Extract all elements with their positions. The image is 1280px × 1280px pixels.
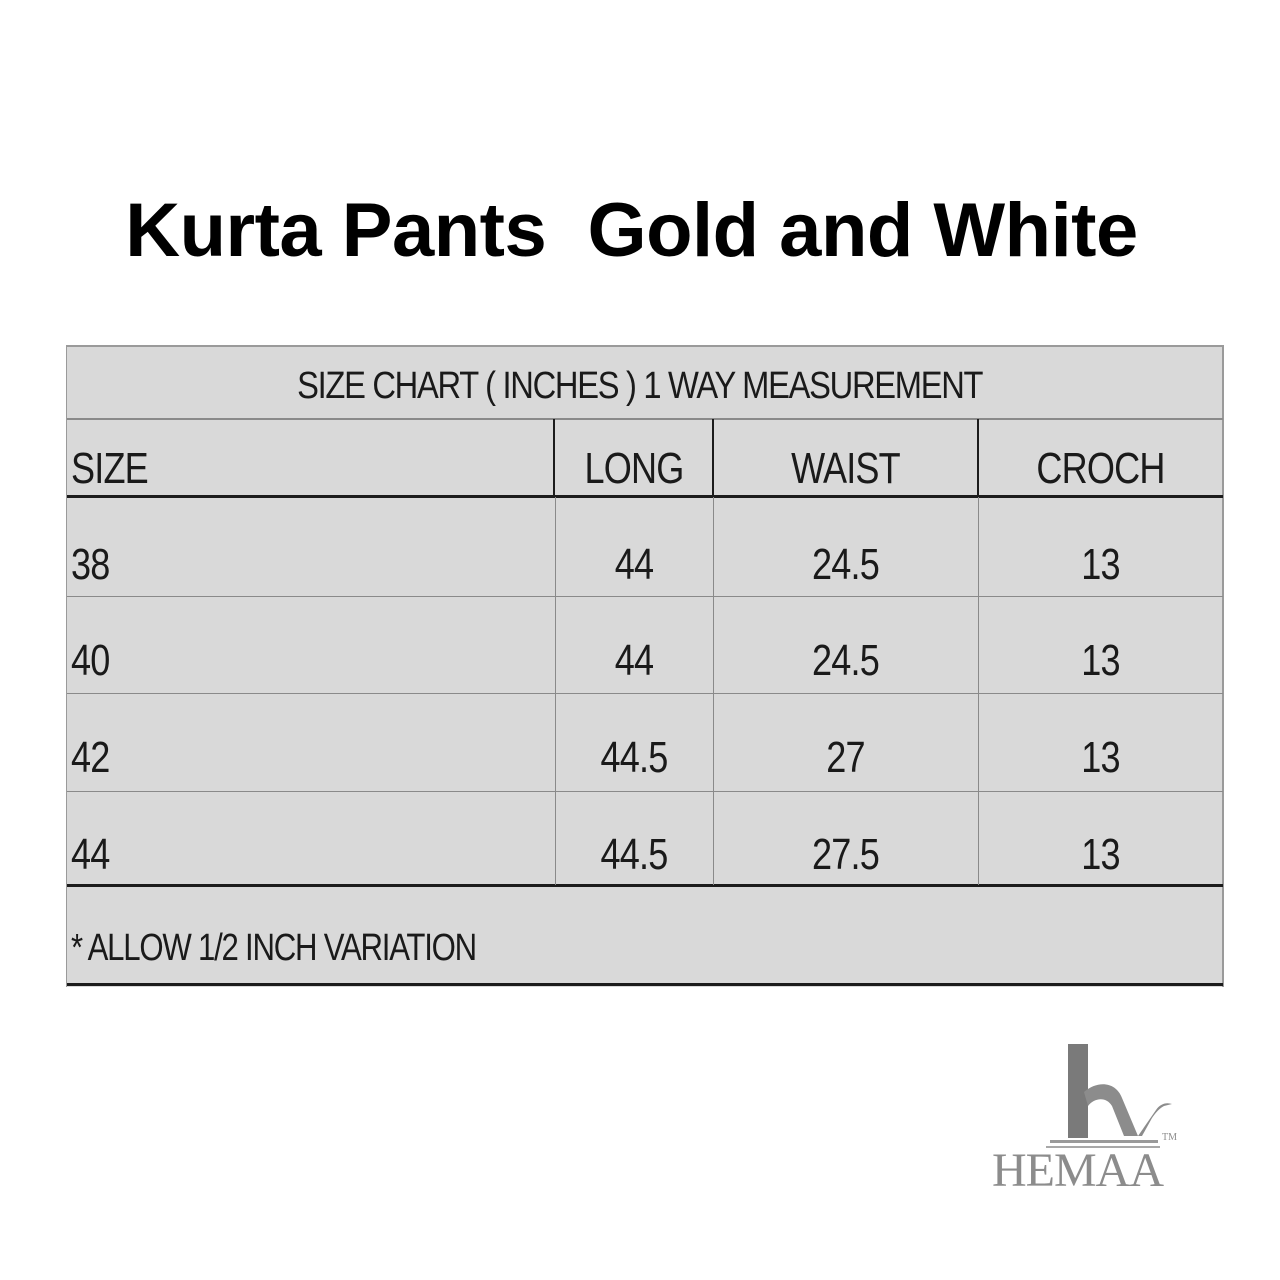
cell-size: 38	[71, 540, 110, 589]
column-divider	[555, 497, 556, 885]
cell-waist: 24.5	[812, 636, 879, 685]
cell-long: 44.5	[600, 733, 668, 782]
column-divider	[712, 419, 714, 497]
column-divider	[978, 497, 979, 885]
trademark-mark: TM	[1162, 1132, 1177, 1143]
size-chart-heading: SIZE CHART ( INCHES ) 1 WAY MEASUREMENT	[297, 365, 983, 407]
cell-size: 40	[71, 636, 110, 685]
variation-note: * ALLOW 1/2 INCH VARIATION	[71, 927, 476, 969]
cell-croch: 13	[1081, 733, 1120, 782]
cell-waist: 27.5	[812, 830, 879, 879]
cell-long: 44	[614, 540, 654, 589]
cell-size: 44	[71, 830, 110, 879]
cell-waist: 27	[826, 733, 865, 782]
hemaa-logo	[988, 1040, 1228, 1220]
cell-long: 44.5	[600, 830, 668, 879]
cell-croch: 13	[1081, 636, 1120, 685]
column-header-size: SIZE	[71, 444, 148, 493]
logo-wordmark: HEMAA	[992, 1144, 1163, 1197]
column-divider	[713, 497, 714, 885]
cell-size: 42	[71, 733, 110, 782]
heading-divider	[67, 418, 1223, 420]
column-header-croch: CROCH	[1036, 444, 1165, 493]
cell-croch: 13	[1081, 830, 1120, 879]
row-divider	[67, 693, 1223, 694]
table-bottom-border	[67, 983, 1223, 986]
column-header-waist: WAIST	[791, 444, 900, 493]
column-divider	[977, 419, 979, 497]
cell-long: 44	[614, 636, 654, 685]
row-divider	[67, 791, 1223, 792]
hemaa-logo-mark	[988, 1040, 1228, 1220]
size-chart-table	[66, 345, 1224, 987]
cell-waist: 24.5	[812, 540, 879, 589]
column-header-long: LONG	[584, 444, 684, 493]
column-divider	[553, 419, 555, 497]
page-title: Kurta Pants Gold and White	[125, 188, 1138, 273]
row-divider	[67, 596, 1223, 597]
cell-croch: 13	[1081, 540, 1120, 589]
